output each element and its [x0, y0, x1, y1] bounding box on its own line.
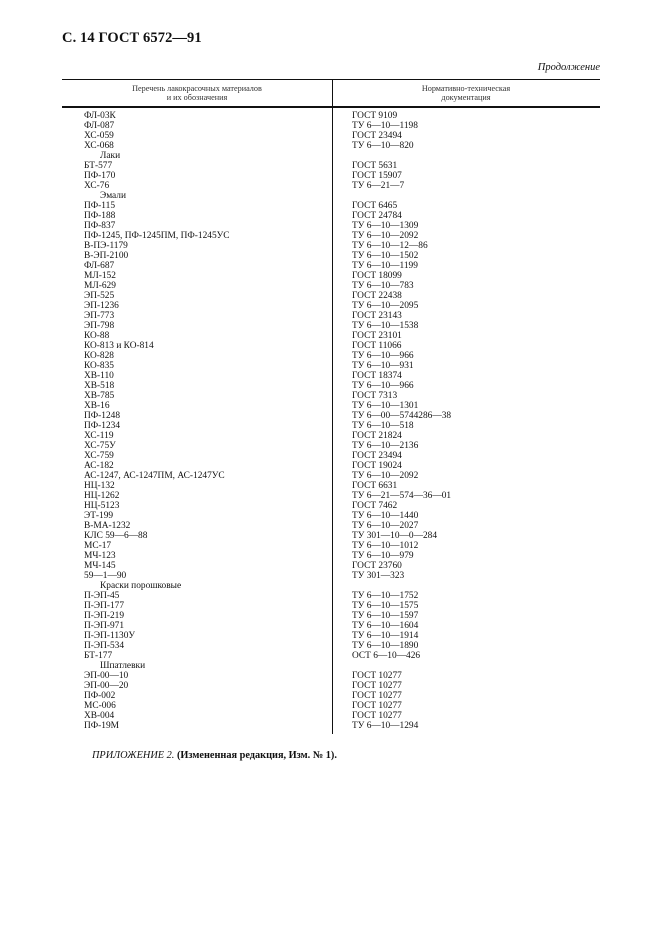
document-reference: ГОСТ 15907 — [352, 171, 402, 181]
table-row — [62, 341, 600, 351]
section-title: Лаки — [100, 151, 121, 161]
table-row — [62, 241, 600, 251]
table-row — [62, 671, 600, 681]
document-reference: ГОСТ 10277 — [352, 711, 402, 721]
document-reference: ТУ 6—21—574—36—01 — [352, 491, 452, 501]
material-name: ХВ-110 — [84, 371, 114, 381]
material-name: МС-006 — [84, 701, 116, 711]
column-header-materials — [62, 80, 332, 106]
table-row — [62, 651, 600, 661]
material-name: П-ЭП-219 — [84, 611, 125, 621]
material-name: КО-88 — [84, 331, 110, 341]
table-row — [62, 601, 600, 611]
column-header-line: Перечень лакокрасочных материалов — [132, 84, 262, 93]
amendment-note: (Измененная редакция, Изм. № 1). — [176, 750, 337, 761]
material-name: КЛС 59—6—88 — [84, 531, 148, 541]
document-reference: ГОСТ 23143 — [352, 311, 402, 321]
material-name: П-ЭП-971 — [84, 621, 125, 631]
document-reference — [332, 191, 600, 201]
table-row — [62, 571, 600, 581]
document-reference: ГОСТ 18374 — [352, 371, 402, 381]
material-name: ПФ-188 — [84, 211, 116, 221]
material-name: ХС-76 — [84, 181, 110, 191]
document-reference: ТУ 6—10—2095 — [352, 301, 419, 311]
document-reference: ТУ 6—10—1012 — [352, 541, 419, 551]
material-name: МЧ-123 — [84, 551, 116, 561]
table-row — [62, 631, 600, 641]
material-name: КО-813 и КО-814 — [84, 341, 154, 351]
material-name: ЭП-00—20 — [84, 681, 129, 691]
table-row — [62, 711, 600, 721]
table-row — [62, 121, 600, 131]
section-title: Эмали — [100, 191, 126, 201]
material-name: В-ЭП-2100 — [84, 251, 129, 261]
document-reference: ГОСТ 19024 — [352, 461, 402, 471]
document-reference: ГОСТ 6465 — [352, 201, 398, 211]
column-header-line: документация — [441, 93, 491, 102]
material-name: ЭП-525 — [84, 291, 115, 301]
document-reference: ТУ 301—10—0—284 — [352, 531, 438, 541]
table-row — [62, 211, 600, 221]
table-row — [62, 461, 600, 471]
document-reference: ТУ 6—10—1752 — [352, 591, 419, 601]
material-name: ХВ-16 — [84, 401, 110, 411]
document-reference: ТУ 6—10—1914 — [352, 631, 419, 641]
document-reference: ТУ 6—10—518 — [352, 421, 414, 431]
document-reference: ТУ 6—10—1440 — [352, 511, 419, 521]
material-name: ХВ-785 — [84, 391, 115, 401]
material-name: ХС-759 — [84, 451, 114, 461]
material-name: ХС-75У — [84, 441, 116, 451]
document-reference: ТУ 6—10—12—86 — [352, 241, 428, 251]
appendix-label: ПРИЛОЖЕНИЕ 2. — [92, 750, 175, 761]
table-row — [62, 291, 600, 301]
table-row — [62, 301, 600, 311]
table-row — [62, 421, 600, 431]
document-reference: ГОСТ 24784 — [352, 211, 402, 221]
material-name: ХС-059 — [84, 131, 114, 141]
column-header-documentation — [332, 80, 600, 106]
material-name: БТ-177 — [84, 651, 113, 661]
material-name: МЛ-152 — [84, 271, 116, 281]
table-row — [62, 431, 600, 441]
document-reference: ГОСТ 23760 — [352, 561, 402, 571]
table-row — [62, 501, 600, 511]
document-reference: ТУ 6—10—966 — [352, 351, 414, 361]
material-name: ЭП-00—10 — [84, 671, 129, 681]
materials-table — [62, 79, 600, 731]
table-row — [62, 271, 600, 281]
table-row — [62, 261, 600, 271]
document-reference: ТУ 6—10—1597 — [352, 611, 419, 621]
material-name: КО-828 — [84, 351, 114, 361]
table-row — [62, 131, 600, 141]
document-reference: ГОСТ 7313 — [352, 391, 398, 401]
material-name: ЭП-1236 — [84, 301, 119, 311]
section-heading-row — [62, 151, 600, 161]
table-row — [62, 481, 600, 491]
document-reference: ТУ 6—10—1538 — [352, 321, 419, 331]
document-reference: ТУ 6—10—966 — [352, 381, 414, 391]
material-name: ФЛ-687 — [84, 261, 115, 271]
document-reference: ГОСТ 23101 — [352, 331, 402, 341]
table-header — [62, 79, 600, 108]
table-row — [62, 701, 600, 711]
document-reference: ГОСТ 9109 — [352, 111, 398, 121]
table-row — [62, 561, 600, 571]
document-reference: ГОСТ 7462 — [352, 501, 398, 511]
document-reference: ТУ 6—00—5744286—38 — [352, 411, 452, 421]
document-reference: ТУ 6—10—2092 — [352, 471, 419, 481]
document-reference: ТУ 6—10—820 — [352, 141, 414, 151]
table-body — [62, 108, 600, 731]
document-reference: ТУ 6—21—7 — [352, 181, 405, 191]
material-name: П-ЭП-534 — [84, 641, 125, 651]
table-row — [62, 511, 600, 521]
document-reference: ТУ 6—10—1502 — [352, 251, 419, 261]
table-row — [62, 381, 600, 391]
material-name: ЭП-773 — [84, 311, 115, 321]
material-name: АС-1247, АС-1247ПМ, АС-1247УС — [84, 471, 225, 481]
document-reference: ТУ 6—10—2027 — [352, 521, 419, 531]
table-row — [62, 541, 600, 551]
table-row — [62, 451, 600, 461]
document-reference: ГОСТ 10277 — [352, 701, 402, 711]
document-reference: ГОСТ 10277 — [352, 691, 402, 701]
material-name: ПФ-1248 — [84, 411, 121, 421]
document-reference: ТУ 6—10—1604 — [352, 621, 419, 631]
table-row — [62, 531, 600, 541]
material-name: ЭП-798 — [84, 321, 115, 331]
document-reference — [332, 581, 600, 591]
table-row — [62, 681, 600, 691]
document-reference: ТУ 6—10—1198 — [352, 121, 418, 131]
material-name: ПФ-19М — [84, 721, 120, 731]
table-row — [62, 361, 600, 371]
document-reference: ТУ 6—10—1301 — [352, 401, 419, 411]
table-row — [62, 311, 600, 321]
section-title: Шпатлевки — [100, 661, 146, 671]
section-title: Краски порошковые — [100, 581, 182, 591]
material-name: П-ЭП-177 — [84, 601, 125, 611]
material-name: МЛ-629 — [84, 281, 116, 291]
material-name: П-ЭП-1130У — [84, 631, 136, 641]
table-row — [62, 181, 600, 191]
table-row — [62, 641, 600, 651]
column-divider — [332, 79, 333, 734]
document-reference: ГОСТ 10277 — [352, 671, 402, 681]
material-name: ХС-119 — [84, 431, 114, 441]
material-name: ЭТ-199 — [84, 511, 114, 521]
material-name: ХС-068 — [84, 141, 114, 151]
material-name: В-МА-1232 — [84, 521, 131, 531]
document-reference: ГОСТ 21824 — [352, 431, 402, 441]
document-reference: ТУ 6—10—783 — [352, 281, 414, 291]
material-name: ПФ-1245, ПФ-1245ПМ, ПФ-1245УС — [84, 231, 230, 241]
table-row — [62, 441, 600, 451]
document-reference: ГОСТ 5631 — [352, 161, 398, 171]
table-row — [62, 491, 600, 501]
material-name: ХВ-518 — [84, 381, 115, 391]
table-row — [62, 411, 600, 421]
material-name: ПФ-1234 — [84, 421, 121, 431]
table-row — [62, 591, 600, 601]
document-reference: ТУ 6—10—931 — [352, 361, 414, 371]
document-reference: ГОСТ 6631 — [352, 481, 398, 491]
material-name: МС-17 — [84, 541, 112, 551]
document-reference: ТУ 6—10—2136 — [352, 441, 419, 451]
document-reference: ГОСТ 18099 — [352, 271, 402, 281]
table-row — [62, 221, 600, 231]
document-reference: ГОСТ 22438 — [352, 291, 402, 301]
table-row — [62, 141, 600, 151]
section-heading-row — [62, 661, 600, 671]
table-row — [62, 691, 600, 701]
document-reference: ТУ 6—10—979 — [352, 551, 414, 561]
table-row — [62, 721, 600, 731]
material-name: ПФ-170 — [84, 171, 116, 181]
continuation-label: Продолжение — [537, 62, 600, 73]
document-reference: ТУ 6—10—1890 — [352, 641, 419, 651]
table-row — [62, 281, 600, 291]
table-row — [62, 321, 600, 331]
section-heading-row — [62, 581, 600, 591]
table-row — [62, 251, 600, 261]
document-reference: ГОСТ 23494 — [352, 451, 402, 461]
material-name: НЦ-5123 — [84, 501, 120, 511]
table-row — [62, 391, 600, 401]
material-name: ХВ-004 — [84, 711, 115, 721]
document-reference: ТУ 301—323 — [352, 571, 405, 581]
column-header-line: Нормативно-техническая — [421, 84, 511, 93]
document-reference: ТУ 6—10—2092 — [352, 231, 419, 241]
table-row — [62, 171, 600, 181]
document-reference — [332, 151, 600, 161]
material-name: КО-835 — [84, 361, 114, 371]
table-row — [62, 621, 600, 631]
document-reference — [332, 661, 600, 671]
material-name: ПФ-002 — [84, 691, 116, 701]
table-row — [62, 161, 600, 171]
material-name: НЦ-132 — [84, 481, 115, 491]
document-reference: ТУ 6—10—1309 — [352, 221, 419, 231]
material-name: ПФ-837 — [84, 221, 116, 231]
document-reference: ГОСТ 23494 — [352, 131, 402, 141]
table-row — [62, 611, 600, 621]
column-header-line: и их обозначения — [166, 93, 228, 102]
table-row — [62, 521, 600, 531]
table-row — [62, 371, 600, 381]
document-reference: ТУ 6—10—1575 — [352, 601, 419, 611]
table-row — [62, 351, 600, 361]
table-row — [62, 331, 600, 341]
document-reference: ТУ 6—10—1294 — [352, 721, 419, 731]
material-name: П-ЭП-45 — [84, 591, 120, 601]
material-name: МЧ-145 — [84, 561, 116, 571]
table-row — [62, 471, 600, 481]
table-row — [62, 551, 600, 561]
material-name: 59—1—90 — [84, 571, 127, 581]
section-heading-row — [62, 191, 600, 201]
material-name: В-ПЭ-1179 — [84, 241, 128, 251]
material-name: ФЛ-03К — [84, 111, 116, 121]
table-row — [62, 111, 600, 121]
table-row — [62, 201, 600, 211]
material-name: НЦ-1262 — [84, 491, 120, 501]
document-reference: ОСТ 6—10—426 — [352, 651, 421, 661]
material-name: ФЛ-087 — [84, 121, 115, 131]
document-reference: ГОСТ 10277 — [352, 681, 402, 691]
document-reference: ТУ 6—10—1199 — [352, 261, 418, 271]
page-header: С. 14 ГОСТ 6572—91 — [62, 30, 202, 46]
footer-note — [92, 750, 337, 761]
document-reference: ГОСТ 11066 — [352, 341, 402, 351]
material-name: АС-182 — [84, 461, 114, 471]
material-name: БТ-577 — [84, 161, 113, 171]
table-row — [62, 401, 600, 411]
material-name: ПФ-115 — [84, 201, 116, 211]
table-row — [62, 231, 600, 241]
